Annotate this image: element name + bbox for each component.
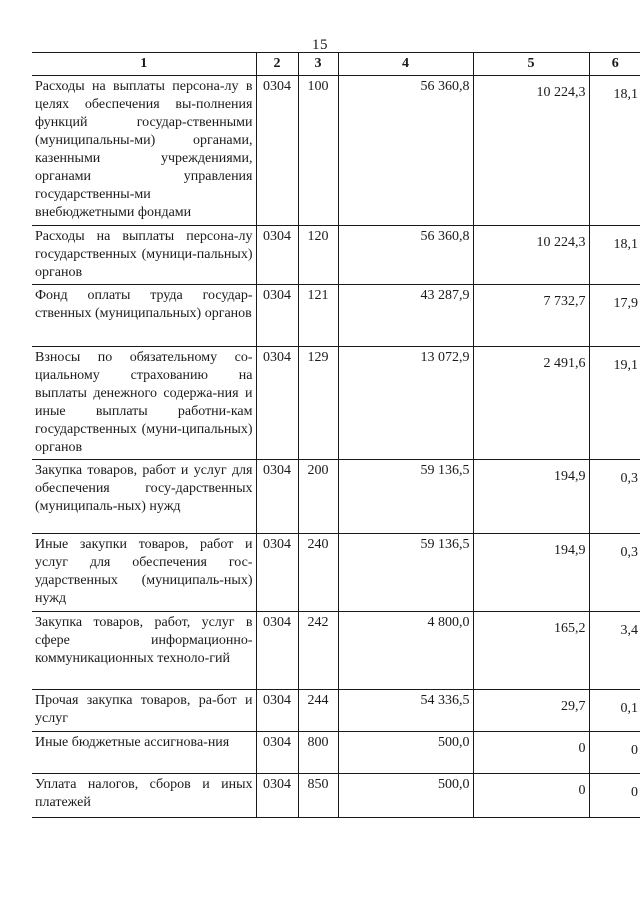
table-row [32, 460, 640, 534]
header-col-6: 6 [589, 53, 640, 76]
header-col-4: 4 [338, 53, 473, 76]
table-row [32, 612, 640, 690]
page-number: 15 [312, 37, 328, 53]
row-percent: 0 [589, 732, 640, 774]
row-name: Взносы по обязательному со-циальному страхованию на выплаты денежного содержа-ния и иные выплаты работни-кам государственных (муни-ципальных) органов [32, 347, 256, 460]
row-type-code: 121 [298, 285, 338, 347]
row-section-code: 0304 [256, 534, 298, 612]
row-section-code: 0304 [256, 732, 298, 774]
table-header [32, 53, 640, 76]
row-section-code: 0304 [256, 690, 298, 732]
row-percent: 18,1 [589, 76, 640, 226]
row-percent: 18,1 [589, 226, 640, 285]
row-plan: 4 800,0 [338, 612, 473, 690]
row-section-code: 0304 [256, 285, 298, 347]
row-actual: 29,7 [473, 690, 589, 732]
row-name: Закупка товаров, работ и услуг для обеспечения госу-дарственных (муниципаль-ных) нужд [32, 460, 256, 534]
row-name: Прочая закупка товаров, ра-бот и услуг [32, 690, 256, 732]
header-col-3: 3 [298, 53, 338, 76]
row-type-code: 850 [298, 774, 338, 818]
row-name: Уплата налогов, сборов и иных платежей [32, 774, 256, 818]
row-plan: 500,0 [338, 774, 473, 818]
table-body [32, 76, 640, 818]
row-name: Иные закупки товаров, работ и услуг для обеспечения гос-ударственных (муниципаль-ных) нужд [32, 534, 256, 612]
header-col-5: 5 [473, 53, 589, 76]
row-actual: 165,2 [473, 612, 589, 690]
row-type-code: 200 [298, 460, 338, 534]
row-section-code: 0304 [256, 347, 298, 460]
table-row [32, 732, 640, 774]
row-percent: 0,1 [589, 690, 640, 732]
row-actual: 2 491,6 [473, 347, 589, 460]
header-col-1: 1 [32, 53, 256, 76]
row-type-code: 120 [298, 226, 338, 285]
table-row [32, 690, 640, 732]
row-actual: 0 [473, 774, 589, 818]
row-type-code: 240 [298, 534, 338, 612]
budget-table [32, 52, 640, 818]
row-actual: 194,9 [473, 460, 589, 534]
row-plan: 59 136,5 [338, 534, 473, 612]
row-plan: 56 360,8 [338, 226, 473, 285]
row-percent: 3,4 [589, 612, 640, 690]
header-col-2: 2 [256, 53, 298, 76]
row-percent: 0,3 [589, 460, 640, 534]
row-plan: 54 336,5 [338, 690, 473, 732]
table-row [32, 226, 640, 285]
row-section-code: 0304 [256, 226, 298, 285]
table-row [32, 774, 640, 818]
row-section-code: 0304 [256, 612, 298, 690]
row-section-code: 0304 [256, 460, 298, 534]
row-plan: 43 287,9 [338, 285, 473, 347]
row-type-code: 129 [298, 347, 338, 460]
table-row [32, 285, 640, 347]
row-type-code: 244 [298, 690, 338, 732]
row-actual: 10 224,3 [473, 76, 589, 226]
row-section-code: 0304 [256, 76, 298, 226]
row-type-code: 242 [298, 612, 338, 690]
row-actual: 0 [473, 732, 589, 774]
row-type-code: 800 [298, 732, 338, 774]
row-name: Расходы на выплаты персона-лу государственных (муници-пальных) органов [32, 226, 256, 285]
row-section-code: 0304 [256, 774, 298, 818]
table-row [32, 347, 640, 460]
row-percent: 0,3 [589, 534, 640, 612]
row-plan: 56 360,8 [338, 76, 473, 226]
row-type-code: 100 [298, 76, 338, 226]
row-actual: 7 732,7 [473, 285, 589, 347]
row-name: Закупка товаров, работ, услуг в сфере информационно-коммуникационных техноло-гий [32, 612, 256, 690]
row-percent: 17,9 [589, 285, 640, 347]
row-plan: 59 136,5 [338, 460, 473, 534]
row-percent: 0 [589, 774, 640, 818]
table-row [32, 76, 640, 226]
row-name: Фонд оплаты труда государ-ственных (муниципальных) органов [32, 285, 256, 347]
row-percent: 19,1 [589, 347, 640, 460]
row-name: Расходы на выплаты персона-лу в целях обеспечения вы-полнения функций государ-ственными (муниципальны-ми) органами, казенными учреждениями, органами управления государственны-ми внебюджетными фондами [32, 76, 256, 226]
table-row [32, 534, 640, 612]
row-plan: 500,0 [338, 732, 473, 774]
row-actual: 194,9 [473, 534, 589, 612]
header-row [32, 53, 640, 76]
row-name: Иные бюджетные ассигнова-ния [32, 732, 256, 774]
row-actual: 10 224,3 [473, 226, 589, 285]
row-plan: 13 072,9 [338, 347, 473, 460]
